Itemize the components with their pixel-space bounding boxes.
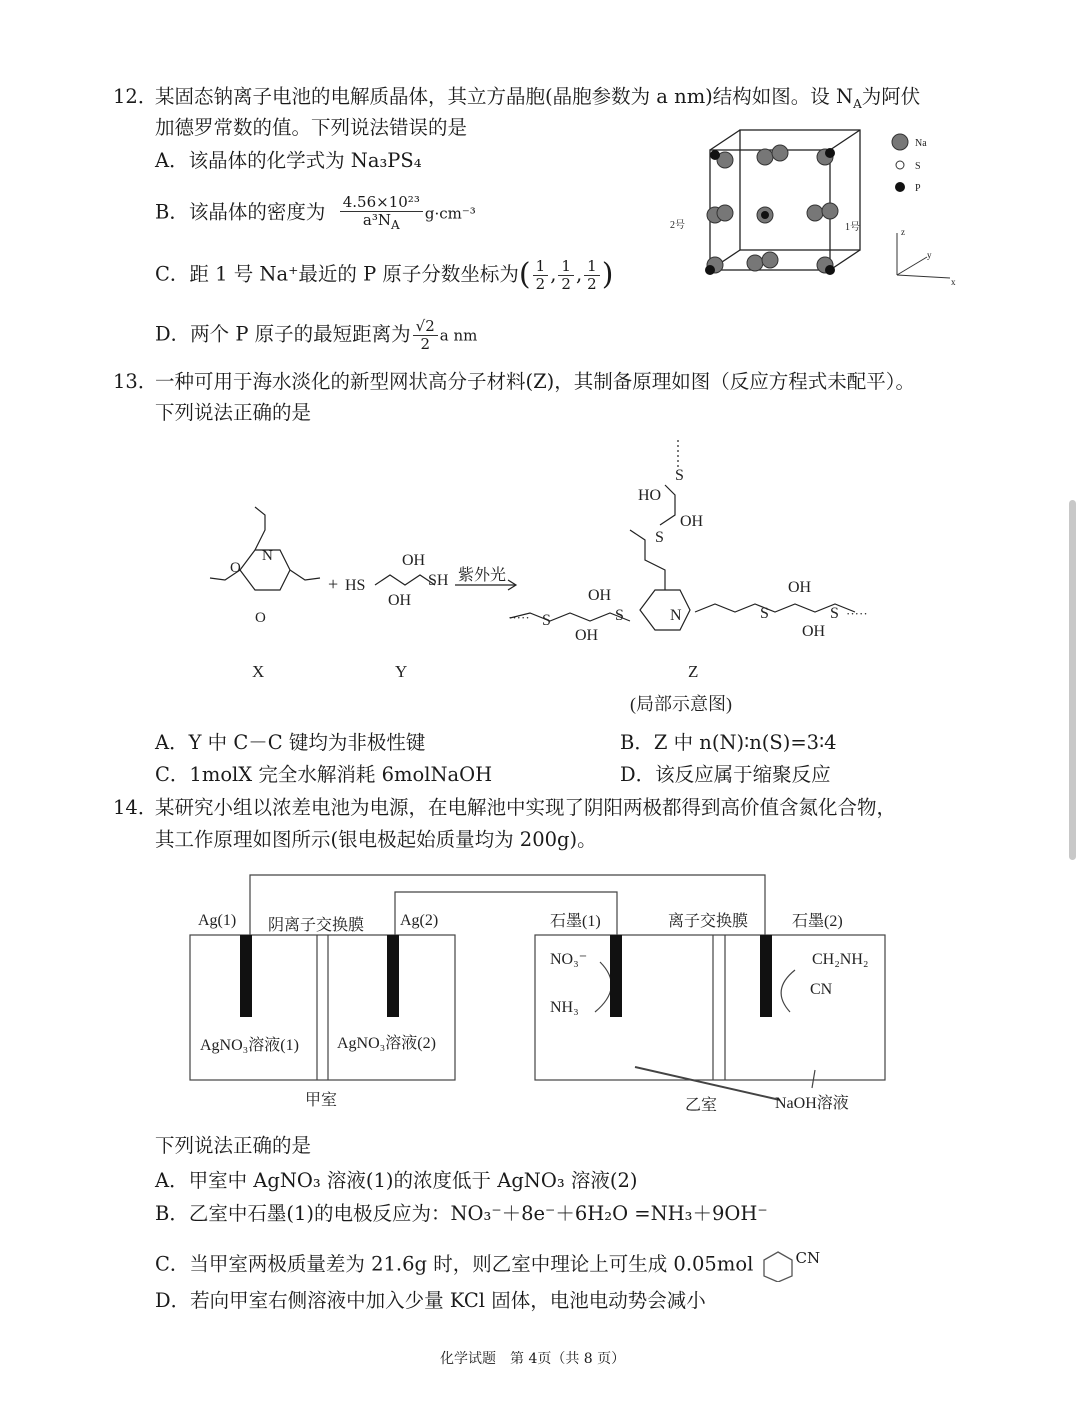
q14-option-d: D．若向甲室右侧溶液中加入少量 KCl 固体，电池电动势会减小 <box>155 1289 706 1312</box>
axis-x: x <box>951 277 956 287</box>
graphite1-label: 石墨(1) <box>550 913 601 930</box>
q13-stem-2: 下列说法正确的是 <box>155 401 312 424</box>
q12-option-c: C．距 1 号 Na⁺最近的 P 原子分数坐标为( $\frac{1}{2}$ , $\frac{1}{2}$ , $\frac{1}{2}$ ) <box>155 257 614 293</box>
oh-label: OH <box>802 623 826 640</box>
hs-label: HS <box>345 577 366 594</box>
sh-label: SH <box>428 572 449 589</box>
s-label: S <box>655 529 664 546</box>
q12-stem-2: 加德罗常数的值。下列说法错误的是 <box>155 116 468 139</box>
axis-y: y <box>927 250 932 260</box>
q14-number: 14． <box>113 796 158 819</box>
p-legend-icon <box>895 182 905 192</box>
oh-label: OH <box>788 579 812 596</box>
atom-label: N <box>670 607 682 624</box>
q14-stem-2: 其工作原理如图所示(银电极起始质量均为 200g)。 <box>155 828 597 851</box>
anion-membrane-label: 阴离子交换膜 <box>268 917 365 934</box>
room-jia-label: 甲室 <box>305 1092 338 1109</box>
oh-label: OH <box>402 552 426 569</box>
q14-option-b: B．乙室中石墨(1)的电极反应为：NO₃⁻＋8e⁻＋6H₂O =NH₃＋9OH⁻ <box>155 1202 768 1225</box>
q14-stem: 某研究小组以浓差电池为电源，在电解池中实现了阴阳两极都得到高价值含氮化合物， <box>155 796 897 819</box>
na-legend-icon <box>892 134 908 150</box>
q14-prompt: 下列说法正确的是 <box>155 1134 312 1157</box>
s-label: S <box>615 607 624 624</box>
q13-number: 13． <box>113 370 158 393</box>
s-label: S <box>542 612 551 629</box>
benzonitrile-label: CN <box>810 981 833 998</box>
ho-label: HO <box>638 487 662 504</box>
axes-icon <box>897 233 950 278</box>
benzene-ring-icon <box>760 1248 796 1282</box>
reaction-scheme-diagram <box>200 440 900 720</box>
q12-option-b: B．该晶体的密度为 $\frac{\text{4.56×10²³}}{a^3N_A}$ g·cm⁻³ <box>155 193 476 232</box>
q14-option-a: A．甲室中 AgNO₃ 溶液(1)的浓度低于 AgNO₃ 溶液(2) <box>155 1169 638 1192</box>
agno3-solution-2-label: AgNO₃溶液(2) <box>337 1035 436 1052</box>
q13-option-d: D．该反应属于缩聚反应 <box>620 763 831 786</box>
dots: ····· <box>508 610 530 625</box>
agno3-solution-1-label: AgNO₃溶液(1) <box>200 1037 299 1054</box>
plus-sign: + <box>328 574 339 594</box>
q12-option-a: A．该晶体的化学式为 Na₃PS₄ <box>155 149 422 172</box>
s-label: S <box>830 605 839 622</box>
q12-stem: 某固态钠离子电池的电解质晶体，其立方晶胞(晶胞参数为 a nm)结构如图。设 $N_A$为阿伏 <box>155 85 921 111</box>
caption: (局部示意图) <box>630 694 732 714</box>
q12-option-d: D．两个 P 原子的最短距离为 $\frac{√2}{2}$ a nm <box>155 317 478 353</box>
atom-label: N <box>262 548 273 564</box>
label-1: 1号 <box>845 222 860 233</box>
ion-membrane-label: 离子交换膜 <box>668 913 749 930</box>
q13-option-b: B．Z 中 n(N)∶n(S)=3∶4 <box>620 731 837 754</box>
room-yi-label: 乙室 <box>685 1097 718 1114</box>
label-y: Y <box>395 662 408 681</box>
q13-option-c: C．1molX 完全水解消耗 6molNaOH <box>155 763 493 786</box>
ag2-label: Ag(2) <box>400 912 439 929</box>
benzylamine-label: CH₂NH₂ <box>812 951 869 968</box>
s-legend-icon <box>896 161 904 169</box>
oh-label: OH <box>588 587 612 604</box>
dots: ····· <box>846 606 868 621</box>
atom-label: O <box>230 560 241 576</box>
label-z: Z <box>688 662 699 681</box>
crystal-cell-diagram <box>665 115 965 315</box>
q14-option-c: C．当甲室两极质量差为 21.6g 时，则乙室中理论上可生成 0.05mol $^{CN}$ <box>155 1248 820 1282</box>
electrochemical-cell-diagram <box>180 870 900 1120</box>
label-x: X <box>252 662 265 681</box>
atom-label: O <box>255 610 266 626</box>
naoh-solution-label: NaOH溶液 <box>775 1095 849 1112</box>
ammonia-label: NH₃ <box>550 999 579 1016</box>
legend-na: Na <box>915 138 927 149</box>
q13-option-a: A．Y 中 C－C 键均为非极性键 <box>155 731 426 754</box>
q13-stem: 一种可用于海水淡化的新型网状高分子材料(Z)，其制备原理如图（反应方程式未配平）。 <box>155 370 916 393</box>
ag1-label: Ag(1) <box>198 912 237 929</box>
axis-z: z <box>901 227 905 237</box>
page-footer: 化学试题 第 4页（共 8 页） <box>440 1351 626 1367</box>
oh-label: OH <box>680 513 704 530</box>
oh-label: OH <box>388 592 412 609</box>
nitrate-label: NO₃⁻ <box>550 951 588 968</box>
label-2: 2号 <box>670 220 685 231</box>
s-label: S <box>675 467 684 484</box>
q12-number: 12． <box>113 85 158 108</box>
graphite2-label: 石墨(2) <box>792 913 843 930</box>
s-label: S <box>760 605 769 622</box>
legend-p: P <box>915 183 921 194</box>
uv-light-label: 紫外光 <box>458 567 507 584</box>
scrollbar[interactable] <box>1069 500 1076 860</box>
oh-label: OH <box>575 627 599 644</box>
legend-s: S <box>915 161 921 172</box>
